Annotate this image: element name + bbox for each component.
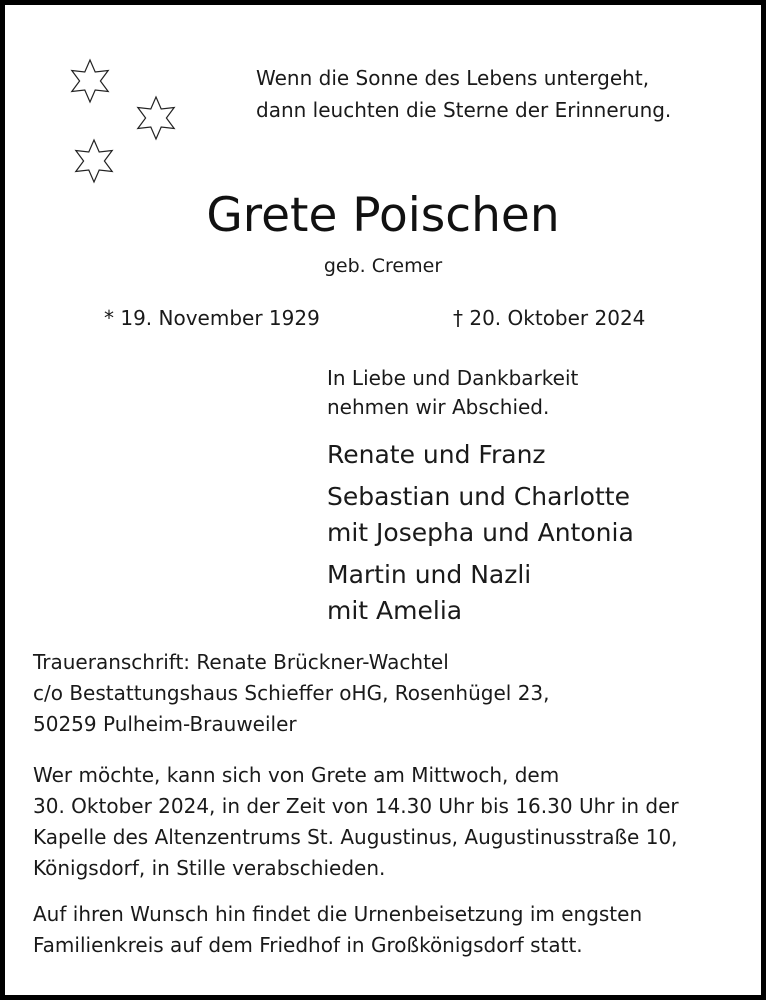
- address-line: 50259 Pulheim-Brauweiler: [33, 712, 297, 736]
- mourner-group: [327, 557, 531, 629]
- visitation-line: Königsdorf, in Stille verabschieden.: [33, 856, 386, 880]
- visitation-notice: [33, 760, 679, 884]
- farewell-line: nehmen wir Abschied.: [327, 395, 550, 419]
- farewell-text: [327, 364, 578, 422]
- address-line: c/o Bestattungshaus Schieffer oHG, Rosenhügel 23,: [33, 681, 550, 705]
- farewell-line: In Liebe und Dankbarkeit: [327, 366, 579, 390]
- visitation-line: Kapelle des Altenzentrums St. Augustinus, Augustinusstraße 10,: [33, 825, 678, 849]
- burial-line: Familienkreis auf dem Friedhof in Großkönigsdorf statt.: [33, 933, 583, 957]
- star-icon: [68, 58, 112, 104]
- visitation-line: 30. Oktober 2024, in der Zeit von 14.30 Uhr bis 16.30 Uhr in der: [33, 794, 679, 818]
- birth-date: * 19. November 1929: [104, 306, 320, 330]
- address-line: Traueranschrift: Renate Brückner-Wachtel: [33, 650, 449, 674]
- star-icon: [134, 95, 178, 141]
- memorial-quote: [256, 62, 671, 126]
- maiden-name: geb. Cremer: [323, 255, 443, 277]
- quote-line: Wenn die Sonne des Lebens untergeht,: [256, 66, 650, 90]
- burial-line: Auf ihren Wunsch hin findet die Urnenbeisetzung im engsten: [33, 902, 643, 926]
- mourner-line: mit Amelia: [327, 596, 463, 625]
- mourning-address: [33, 647, 550, 740]
- burial-notice: [33, 899, 642, 961]
- mourner-line: Sebastian und Charlotte: [327, 482, 630, 511]
- star-icon: [72, 138, 116, 184]
- death-date: † 20. Oktober 2024: [453, 306, 646, 330]
- mourner-line: mit Josepha und Antonia: [327, 518, 634, 547]
- visitation-line: Wer möchte, kann sich von Grete am Mittwoch, dem: [33, 763, 560, 787]
- mourner-group: [327, 437, 546, 473]
- mourner-line: Martin und Nazli: [327, 560, 532, 589]
- mourner-group: [327, 479, 634, 551]
- deceased-name: Grete Poischen: [206, 188, 560, 243]
- mourner-line: Renate und Franz: [327, 440, 546, 469]
- quote-line: dann leuchten die Sterne der Erinnerung.: [256, 98, 672, 122]
